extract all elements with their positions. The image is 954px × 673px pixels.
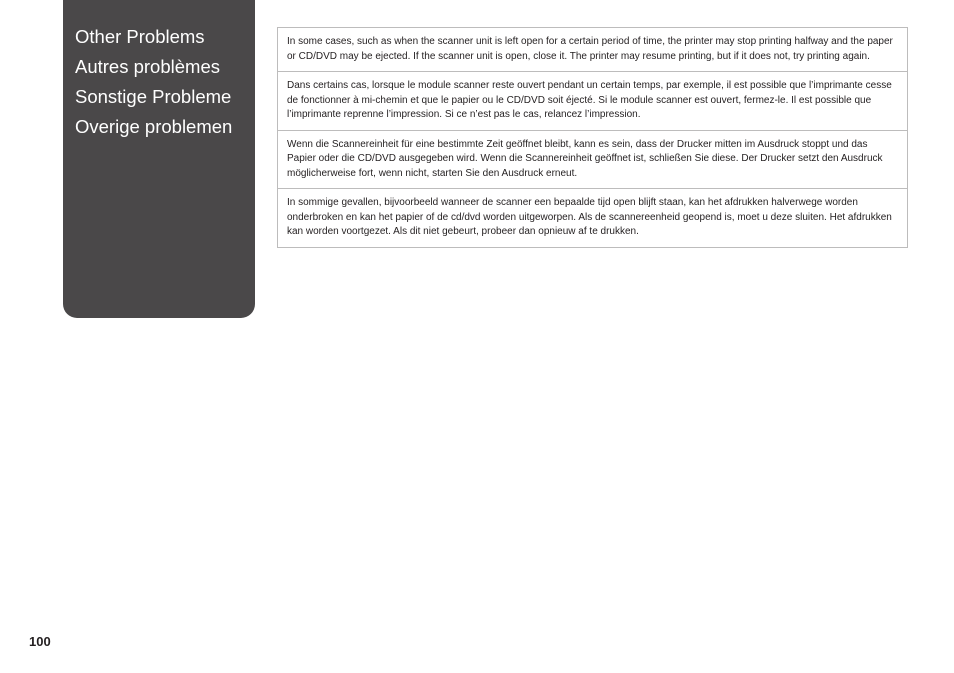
section-tab: [63, 0, 255, 318]
page-number: 100: [29, 634, 51, 649]
section-title-de: Sonstige Probleme: [75, 86, 232, 107]
paragraph-fr: Dans certains cas, lorsque le module scanner reste ouvert pendant un certain temps, par exemple, il est possible que l’imprimante cesse de fonctionner à mi-chemin et que le papier ou le CD/DVD soit éjecté. Si le module scanner est ouvert, fermez-le. Il est possible que l’imprimante reprenne l’impression. Si ce n’est pas le cas, relancez l’impression.: [278, 71, 907, 130]
paragraph-nl: In sommige gevallen, bijvoorbeeld wanneer de scanner een bepaalde tijd open blijft staan, kan het afdrukken halverwege worden onderbroken en kan het papier of de cd/dvd worden uitgeworpen. Als de scannereenheid geopend is, moet u deze sluiten. Het afdrukken kan worden voortgezet. Als dit niet gebeurt, probeer dan opnieuw af te drukken.: [278, 188, 907, 247]
section-title-fr: Autres problèmes: [75, 56, 220, 77]
paragraph-de: Wenn die Scannereinheit für eine bestimmte Zeit geöffnet bleibt, kann es sein, dass der Drucker mitten im Ausdruck stoppt und das Papier oder die CD/DVD ausgegeben wird. Wenn die Scannereinheit geöffnet ist, schließen Sie diese. Der Drucker setzt den Ausdruck möglicherweise fort, wenn nicht, starten Sie den Ausdruck erneut.: [278, 130, 907, 189]
paragraph-en: In some cases, such as when the scanner unit is left open for a certain period of time, the printer may stop printing halfway and the paper or CD/DVD may be ejected. If the scanner unit is open, close it. The printer may resume printing, but if it does not, try printing again.: [287, 36, 893, 62]
multilingual-note-box: [277, 27, 908, 248]
section-title-en: Other Problems: [75, 26, 205, 47]
section-title-nl: Overige problemen: [75, 116, 233, 137]
